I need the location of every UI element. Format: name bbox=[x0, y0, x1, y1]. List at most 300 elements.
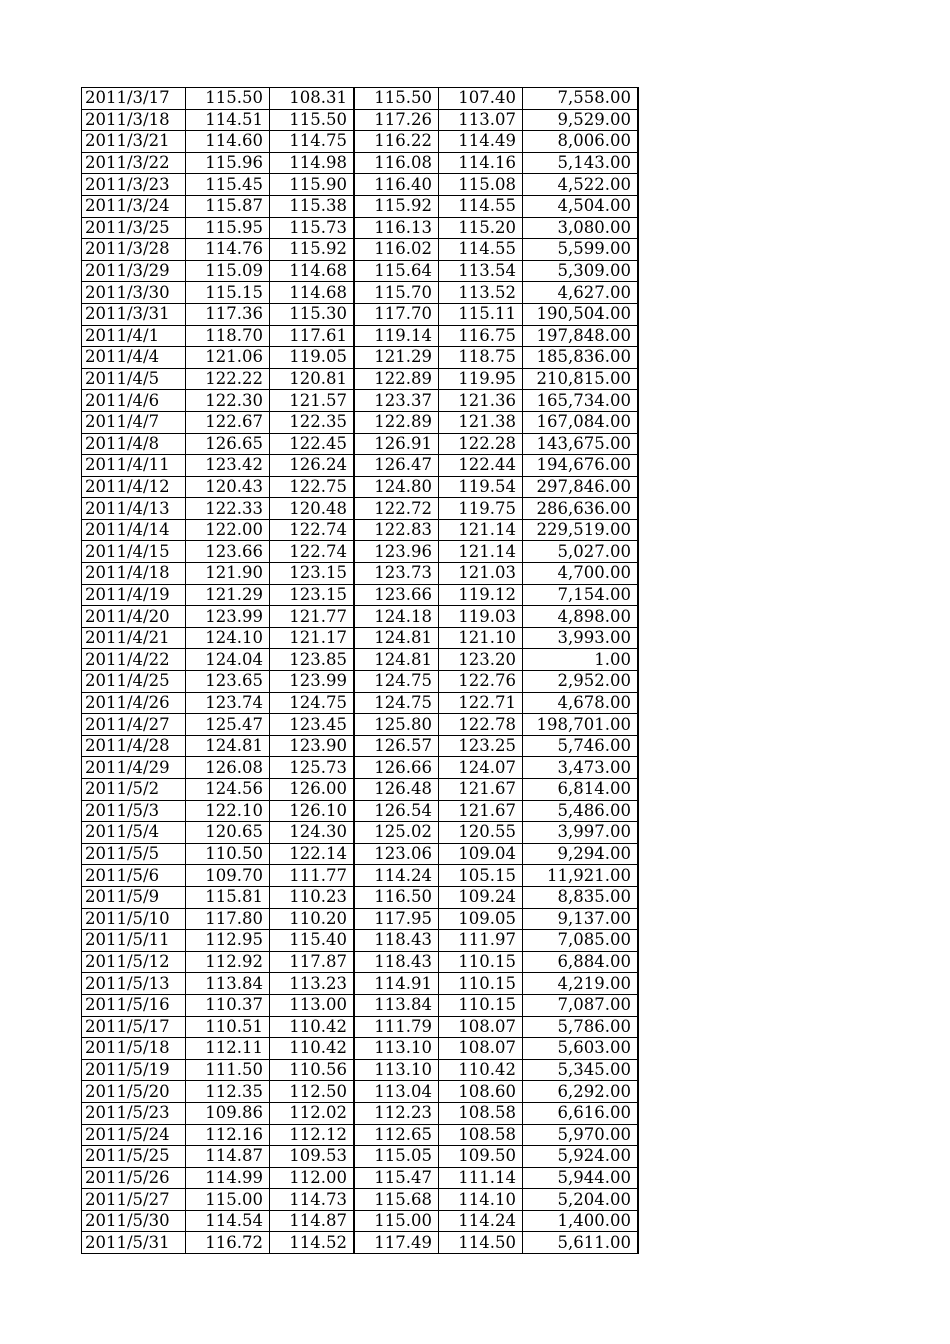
value-cell-3: 115.50 bbox=[354, 88, 439, 110]
date-cell: 2011/3/28 bbox=[82, 239, 186, 261]
value-cell-3: 113.04 bbox=[354, 1081, 439, 1103]
table-row bbox=[82, 1102, 639, 1124]
volume-cell: 5,944.00 bbox=[523, 1167, 639, 1189]
table-row bbox=[82, 843, 639, 865]
table-row bbox=[82, 217, 639, 239]
value-cell-4: 107.40 bbox=[439, 88, 523, 110]
value-cell-4: 119.03 bbox=[439, 606, 523, 628]
value-cell-4: 122.71 bbox=[439, 692, 523, 714]
value-cell-3: 124.81 bbox=[354, 627, 439, 649]
volume-cell: 7,087.00 bbox=[523, 994, 639, 1016]
date-cell: 2011/4/19 bbox=[82, 584, 186, 606]
table-row bbox=[82, 174, 639, 196]
table-row bbox=[82, 433, 639, 455]
value-cell-2: 123.99 bbox=[270, 671, 355, 693]
value-cell-1: 122.30 bbox=[186, 390, 270, 412]
value-cell-1: 116.72 bbox=[186, 1232, 270, 1254]
value-cell-1: 114.54 bbox=[186, 1210, 270, 1232]
date-cell: 2011/5/17 bbox=[82, 1016, 186, 1038]
table-row bbox=[82, 195, 639, 217]
price-data-table bbox=[81, 87, 639, 1254]
value-cell-2: 114.98 bbox=[270, 152, 355, 174]
date-cell: 2011/5/24 bbox=[82, 1124, 186, 1146]
volume-cell: 3,080.00 bbox=[523, 217, 639, 239]
date-cell: 2011/4/15 bbox=[82, 541, 186, 563]
value-cell-1: 114.51 bbox=[186, 109, 270, 131]
volume-cell: 5,786.00 bbox=[523, 1016, 639, 1038]
date-cell: 2011/4/22 bbox=[82, 649, 186, 671]
date-cell: 2011/4/29 bbox=[82, 757, 186, 779]
value-cell-3: 123.73 bbox=[354, 563, 439, 585]
date-cell: 2011/5/25 bbox=[82, 1146, 186, 1168]
value-cell-2: 124.30 bbox=[270, 822, 355, 844]
value-cell-2: 111.77 bbox=[270, 865, 355, 887]
value-cell-1: 121.90 bbox=[186, 563, 270, 585]
date-cell: 2011/5/5 bbox=[82, 843, 186, 865]
value-cell-3: 122.72 bbox=[354, 498, 439, 520]
value-cell-2: 110.42 bbox=[270, 1016, 355, 1038]
volume-cell: 9,294.00 bbox=[523, 843, 639, 865]
value-cell-4: 114.49 bbox=[439, 131, 523, 153]
value-cell-1: 117.80 bbox=[186, 908, 270, 930]
table-row bbox=[82, 757, 639, 779]
value-cell-3: 125.80 bbox=[354, 714, 439, 736]
date-cell: 2011/4/21 bbox=[82, 627, 186, 649]
date-cell: 2011/4/27 bbox=[82, 714, 186, 736]
value-cell-1: 114.99 bbox=[186, 1167, 270, 1189]
volume-cell: 5,611.00 bbox=[523, 1232, 639, 1254]
value-cell-2: 115.73 bbox=[270, 217, 355, 239]
table-row bbox=[82, 800, 639, 822]
value-cell-1: 120.43 bbox=[186, 476, 270, 498]
table-row bbox=[82, 239, 639, 261]
value-cell-1: 114.60 bbox=[186, 131, 270, 153]
volume-cell: 3,993.00 bbox=[523, 627, 639, 649]
volume-cell: 5,027.00 bbox=[523, 541, 639, 563]
value-cell-4: 113.07 bbox=[439, 109, 523, 131]
volume-cell: 5,924.00 bbox=[523, 1146, 639, 1168]
value-cell-1: 115.09 bbox=[186, 260, 270, 282]
value-cell-1: 124.81 bbox=[186, 735, 270, 757]
value-cell-3: 126.54 bbox=[354, 800, 439, 822]
value-cell-4: 114.10 bbox=[439, 1189, 523, 1211]
value-cell-3: 125.02 bbox=[354, 822, 439, 844]
volume-cell: 198,701.00 bbox=[523, 714, 639, 736]
value-cell-3: 113.10 bbox=[354, 1059, 439, 1081]
value-cell-2: 112.50 bbox=[270, 1081, 355, 1103]
volume-cell: 167,084.00 bbox=[523, 411, 639, 433]
value-cell-1: 124.10 bbox=[186, 627, 270, 649]
date-cell: 2011/3/30 bbox=[82, 282, 186, 304]
value-cell-3: 126.48 bbox=[354, 779, 439, 801]
value-cell-1: 122.22 bbox=[186, 368, 270, 390]
table-row bbox=[82, 1016, 639, 1038]
date-cell: 2011/5/27 bbox=[82, 1189, 186, 1211]
value-cell-2: 114.75 bbox=[270, 131, 355, 153]
table-row bbox=[82, 1146, 639, 1168]
table-row bbox=[82, 822, 639, 844]
value-cell-3: 115.47 bbox=[354, 1167, 439, 1189]
volume-cell: 4,678.00 bbox=[523, 692, 639, 714]
value-cell-4: 108.58 bbox=[439, 1102, 523, 1124]
value-cell-4: 121.67 bbox=[439, 800, 523, 822]
value-cell-2: 110.20 bbox=[270, 908, 355, 930]
value-cell-4: 113.52 bbox=[439, 282, 523, 304]
volume-cell: 197,848.00 bbox=[523, 325, 639, 347]
value-cell-4: 119.12 bbox=[439, 584, 523, 606]
value-cell-3: 122.89 bbox=[354, 411, 439, 433]
date-cell: 2011/5/16 bbox=[82, 994, 186, 1016]
value-cell-2: 114.68 bbox=[270, 260, 355, 282]
date-cell: 2011/5/4 bbox=[82, 822, 186, 844]
table-row bbox=[82, 606, 639, 628]
table-row bbox=[82, 303, 639, 325]
value-cell-3: 112.65 bbox=[354, 1124, 439, 1146]
volume-cell: 6,884.00 bbox=[523, 951, 639, 973]
date-cell: 2011/5/30 bbox=[82, 1210, 186, 1232]
value-cell-3: 123.37 bbox=[354, 390, 439, 412]
date-cell: 2011/4/4 bbox=[82, 347, 186, 369]
volume-cell: 5,143.00 bbox=[523, 152, 639, 174]
volume-cell: 4,504.00 bbox=[523, 195, 639, 217]
date-cell: 2011/5/26 bbox=[82, 1167, 186, 1189]
value-cell-1: 112.16 bbox=[186, 1124, 270, 1146]
volume-cell: 1,400.00 bbox=[523, 1210, 639, 1232]
table-row bbox=[82, 908, 639, 930]
table-row bbox=[82, 735, 639, 757]
value-cell-2: 126.00 bbox=[270, 779, 355, 801]
date-cell: 2011/5/3 bbox=[82, 800, 186, 822]
value-cell-1: 112.11 bbox=[186, 1038, 270, 1060]
value-cell-1: 113.84 bbox=[186, 973, 270, 995]
value-cell-3: 124.75 bbox=[354, 671, 439, 693]
volume-cell: 165,734.00 bbox=[523, 390, 639, 412]
value-cell-2: 113.00 bbox=[270, 994, 355, 1016]
value-cell-2: 115.92 bbox=[270, 239, 355, 261]
value-cell-2: 122.35 bbox=[270, 411, 355, 433]
volume-cell: 4,627.00 bbox=[523, 282, 639, 304]
value-cell-3: 117.95 bbox=[354, 908, 439, 930]
value-cell-2: 123.15 bbox=[270, 584, 355, 606]
value-cell-2: 115.30 bbox=[270, 303, 355, 325]
value-cell-2: 115.90 bbox=[270, 174, 355, 196]
volume-cell: 229,519.00 bbox=[523, 519, 639, 541]
value-cell-2: 117.61 bbox=[270, 325, 355, 347]
value-cell-4: 119.75 bbox=[439, 498, 523, 520]
date-cell: 2011/4/8 bbox=[82, 433, 186, 455]
value-cell-1: 115.81 bbox=[186, 886, 270, 908]
volume-cell: 185,836.00 bbox=[523, 347, 639, 369]
date-cell: 2011/5/6 bbox=[82, 865, 186, 887]
table-row bbox=[82, 692, 639, 714]
value-cell-2: 123.15 bbox=[270, 563, 355, 585]
value-cell-4: 119.54 bbox=[439, 476, 523, 498]
value-cell-4: 111.14 bbox=[439, 1167, 523, 1189]
date-cell: 2011/4/1 bbox=[82, 325, 186, 347]
value-cell-3: 115.92 bbox=[354, 195, 439, 217]
volume-cell: 5,603.00 bbox=[523, 1038, 639, 1060]
value-cell-1: 114.76 bbox=[186, 239, 270, 261]
value-cell-3: 114.91 bbox=[354, 973, 439, 995]
value-cell-1: 120.65 bbox=[186, 822, 270, 844]
value-cell-4: 121.10 bbox=[439, 627, 523, 649]
value-cell-4: 116.75 bbox=[439, 325, 523, 347]
value-cell-4: 115.11 bbox=[439, 303, 523, 325]
table-row bbox=[82, 390, 639, 412]
volume-cell: 210,815.00 bbox=[523, 368, 639, 390]
table-row bbox=[82, 627, 639, 649]
table-row bbox=[82, 1081, 639, 1103]
table-row bbox=[82, 152, 639, 174]
date-cell: 2011/5/13 bbox=[82, 973, 186, 995]
value-cell-3: 126.66 bbox=[354, 757, 439, 779]
value-cell-3: 118.43 bbox=[354, 930, 439, 952]
volume-cell: 5,599.00 bbox=[523, 239, 639, 261]
value-cell-2: 122.45 bbox=[270, 433, 355, 455]
value-cell-1: 123.65 bbox=[186, 671, 270, 693]
value-cell-1: 110.50 bbox=[186, 843, 270, 865]
value-cell-2: 125.73 bbox=[270, 757, 355, 779]
date-cell: 2011/5/10 bbox=[82, 908, 186, 930]
value-cell-1: 123.74 bbox=[186, 692, 270, 714]
table-row bbox=[82, 1232, 639, 1254]
table-row bbox=[82, 347, 639, 369]
value-cell-1: 124.56 bbox=[186, 779, 270, 801]
value-cell-1: 112.92 bbox=[186, 951, 270, 973]
value-cell-1: 109.86 bbox=[186, 1102, 270, 1124]
value-cell-2: 114.52 bbox=[270, 1232, 355, 1254]
volume-cell: 5,204.00 bbox=[523, 1189, 639, 1211]
value-cell-3: 115.70 bbox=[354, 282, 439, 304]
table-row bbox=[82, 994, 639, 1016]
table-row bbox=[82, 1059, 639, 1081]
value-cell-2: 112.00 bbox=[270, 1167, 355, 1189]
value-cell-3: 126.47 bbox=[354, 455, 439, 477]
value-cell-2: 121.77 bbox=[270, 606, 355, 628]
table-row bbox=[82, 498, 639, 520]
value-cell-4: 121.36 bbox=[439, 390, 523, 412]
value-cell-3: 112.23 bbox=[354, 1102, 439, 1124]
value-cell-4: 123.25 bbox=[439, 735, 523, 757]
value-cell-2: 122.75 bbox=[270, 476, 355, 498]
value-cell-1: 121.29 bbox=[186, 584, 270, 606]
table-row bbox=[82, 563, 639, 585]
date-cell: 2011/5/18 bbox=[82, 1038, 186, 1060]
date-cell: 2011/5/20 bbox=[82, 1081, 186, 1103]
value-cell-4: 121.03 bbox=[439, 563, 523, 585]
value-cell-2: 123.90 bbox=[270, 735, 355, 757]
value-cell-2: 113.23 bbox=[270, 973, 355, 995]
value-cell-4: 121.67 bbox=[439, 779, 523, 801]
value-cell-3: 115.00 bbox=[354, 1210, 439, 1232]
volume-cell: 8,006.00 bbox=[523, 131, 639, 153]
volume-cell: 5,746.00 bbox=[523, 735, 639, 757]
value-cell-4: 115.20 bbox=[439, 217, 523, 239]
value-cell-1: 126.08 bbox=[186, 757, 270, 779]
date-cell: 2011/3/21 bbox=[82, 131, 186, 153]
value-cell-1: 115.00 bbox=[186, 1189, 270, 1211]
table-row bbox=[82, 131, 639, 153]
value-cell-1: 126.65 bbox=[186, 433, 270, 455]
date-cell: 2011/3/31 bbox=[82, 303, 186, 325]
value-cell-4: 122.78 bbox=[439, 714, 523, 736]
value-cell-3: 116.13 bbox=[354, 217, 439, 239]
value-cell-4: 108.07 bbox=[439, 1016, 523, 1038]
value-cell-1: 117.36 bbox=[186, 303, 270, 325]
value-cell-1: 122.67 bbox=[186, 411, 270, 433]
value-cell-1: 118.70 bbox=[186, 325, 270, 347]
value-cell-3: 119.14 bbox=[354, 325, 439, 347]
value-cell-3: 124.75 bbox=[354, 692, 439, 714]
volume-cell: 4,522.00 bbox=[523, 174, 639, 196]
value-cell-1: 121.06 bbox=[186, 347, 270, 369]
date-cell: 2011/4/5 bbox=[82, 368, 186, 390]
value-cell-3: 122.83 bbox=[354, 519, 439, 541]
value-cell-4: 108.07 bbox=[439, 1038, 523, 1060]
date-cell: 2011/4/7 bbox=[82, 411, 186, 433]
value-cell-4: 115.08 bbox=[439, 174, 523, 196]
table-row bbox=[82, 865, 639, 887]
value-cell-1: 112.95 bbox=[186, 930, 270, 952]
value-cell-4: 114.16 bbox=[439, 152, 523, 174]
volume-cell: 190,504.00 bbox=[523, 303, 639, 325]
table-row bbox=[82, 519, 639, 541]
date-cell: 2011/4/26 bbox=[82, 692, 186, 714]
volume-cell: 5,486.00 bbox=[523, 800, 639, 822]
value-cell-4: 122.76 bbox=[439, 671, 523, 693]
table-row bbox=[82, 260, 639, 282]
value-cell-1: 124.04 bbox=[186, 649, 270, 671]
value-cell-3: 117.49 bbox=[354, 1232, 439, 1254]
value-cell-2: 120.48 bbox=[270, 498, 355, 520]
value-cell-2: 123.85 bbox=[270, 649, 355, 671]
value-cell-1: 110.51 bbox=[186, 1016, 270, 1038]
value-cell-2: 124.75 bbox=[270, 692, 355, 714]
value-cell-3: 126.91 bbox=[354, 433, 439, 455]
value-cell-1: 115.87 bbox=[186, 195, 270, 217]
table-row bbox=[82, 282, 639, 304]
value-cell-4: 105.15 bbox=[439, 865, 523, 887]
volume-cell: 143,675.00 bbox=[523, 433, 639, 455]
value-cell-1: 123.66 bbox=[186, 541, 270, 563]
table-row bbox=[82, 951, 639, 973]
date-cell: 2011/4/12 bbox=[82, 476, 186, 498]
volume-cell: 5,970.00 bbox=[523, 1124, 639, 1146]
value-cell-1: 115.50 bbox=[186, 88, 270, 110]
value-cell-3: 111.79 bbox=[354, 1016, 439, 1038]
value-cell-3: 121.29 bbox=[354, 347, 439, 369]
value-cell-2: 114.87 bbox=[270, 1210, 355, 1232]
value-cell-2: 109.53 bbox=[270, 1146, 355, 1168]
table-row bbox=[82, 541, 639, 563]
volume-cell: 3,997.00 bbox=[523, 822, 639, 844]
value-cell-3: 117.26 bbox=[354, 109, 439, 131]
date-cell: 2011/3/22 bbox=[82, 152, 186, 174]
table-row bbox=[82, 368, 639, 390]
value-cell-4: 120.55 bbox=[439, 822, 523, 844]
value-cell-4: 109.50 bbox=[439, 1146, 523, 1168]
value-cell-4: 110.15 bbox=[439, 951, 523, 973]
value-cell-4: 114.50 bbox=[439, 1232, 523, 1254]
value-cell-1: 122.10 bbox=[186, 800, 270, 822]
volume-cell: 11,921.00 bbox=[523, 865, 639, 887]
value-cell-2: 122.74 bbox=[270, 519, 355, 541]
volume-cell: 2,952.00 bbox=[523, 671, 639, 693]
date-cell: 2011/4/18 bbox=[82, 563, 186, 585]
table-row bbox=[82, 1038, 639, 1060]
value-cell-4: 114.24 bbox=[439, 1210, 523, 1232]
table-row bbox=[82, 671, 639, 693]
value-cell-4: 124.07 bbox=[439, 757, 523, 779]
value-cell-3: 123.66 bbox=[354, 584, 439, 606]
value-cell-4: 109.05 bbox=[439, 908, 523, 930]
date-cell: 2011/5/31 bbox=[82, 1232, 186, 1254]
value-cell-2: 123.45 bbox=[270, 714, 355, 736]
table-row bbox=[82, 649, 639, 671]
value-cell-2: 119.05 bbox=[270, 347, 355, 369]
volume-cell: 5,345.00 bbox=[523, 1059, 639, 1081]
date-cell: 2011/4/25 bbox=[82, 671, 186, 693]
volume-cell: 5,309.00 bbox=[523, 260, 639, 282]
volume-cell: 1.00 bbox=[523, 649, 639, 671]
table-row bbox=[82, 779, 639, 801]
value-cell-3: 117.70 bbox=[354, 303, 439, 325]
date-cell: 2011/4/14 bbox=[82, 519, 186, 541]
value-cell-3: 116.22 bbox=[354, 131, 439, 153]
value-cell-4: 113.54 bbox=[439, 260, 523, 282]
value-cell-1: 115.15 bbox=[186, 282, 270, 304]
volume-cell: 8,835.00 bbox=[523, 886, 639, 908]
table-body bbox=[82, 88, 639, 1254]
value-cell-2: 117.87 bbox=[270, 951, 355, 973]
value-cell-2: 122.74 bbox=[270, 541, 355, 563]
value-cell-4: 109.24 bbox=[439, 886, 523, 908]
volume-cell: 194,676.00 bbox=[523, 455, 639, 477]
value-cell-2: 115.40 bbox=[270, 930, 355, 952]
value-cell-1: 115.96 bbox=[186, 152, 270, 174]
date-cell: 2011/4/28 bbox=[82, 735, 186, 757]
value-cell-3: 115.05 bbox=[354, 1146, 439, 1168]
date-cell: 2011/4/11 bbox=[82, 455, 186, 477]
value-cell-4: 122.28 bbox=[439, 433, 523, 455]
value-cell-3: 116.50 bbox=[354, 886, 439, 908]
value-cell-4: 114.55 bbox=[439, 239, 523, 261]
value-cell-4: 123.20 bbox=[439, 649, 523, 671]
value-cell-4: 114.55 bbox=[439, 195, 523, 217]
date-cell: 2011/5/23 bbox=[82, 1102, 186, 1124]
value-cell-2: 110.56 bbox=[270, 1059, 355, 1081]
volume-cell: 4,898.00 bbox=[523, 606, 639, 628]
table-row bbox=[82, 714, 639, 736]
value-cell-1: 114.87 bbox=[186, 1146, 270, 1168]
value-cell-1: 122.00 bbox=[186, 519, 270, 541]
volume-cell: 6,814.00 bbox=[523, 779, 639, 801]
value-cell-1: 123.99 bbox=[186, 606, 270, 628]
value-cell-4: 119.95 bbox=[439, 368, 523, 390]
value-cell-3: 116.40 bbox=[354, 174, 439, 196]
volume-cell: 286,636.00 bbox=[523, 498, 639, 520]
value-cell-2: 126.10 bbox=[270, 800, 355, 822]
date-cell: 2011/4/20 bbox=[82, 606, 186, 628]
volume-cell: 7,558.00 bbox=[523, 88, 639, 110]
date-cell: 2011/3/17 bbox=[82, 88, 186, 110]
value-cell-2: 115.38 bbox=[270, 195, 355, 217]
date-cell: 2011/5/19 bbox=[82, 1059, 186, 1081]
volume-cell: 3,473.00 bbox=[523, 757, 639, 779]
table-row bbox=[82, 1167, 639, 1189]
value-cell-3: 126.57 bbox=[354, 735, 439, 757]
value-cell-1: 112.35 bbox=[186, 1081, 270, 1103]
